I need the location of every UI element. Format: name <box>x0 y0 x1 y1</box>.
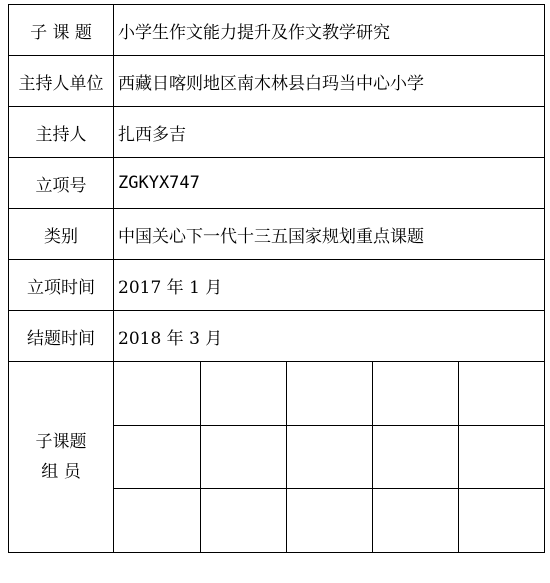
row-start-time <box>9 260 545 311</box>
member-cell[interactable] <box>200 425 286 489</box>
label-end-time: 结题时间 <box>9 311 114 362</box>
member-cell[interactable] <box>114 425 200 489</box>
member-cell[interactable] <box>200 489 286 552</box>
member-cell[interactable] <box>372 489 458 552</box>
value-host-unit: 西藏日喀则地区南木林县白玛当中心小学 <box>114 56 545 107</box>
member-cell[interactable] <box>458 425 544 489</box>
value-host: 扎西多吉 <box>114 107 545 158</box>
member-cell[interactable] <box>286 362 372 425</box>
row-host-unit <box>9 56 545 107</box>
member-cell[interactable] <box>286 425 372 489</box>
row-project-number <box>9 158 545 209</box>
member-cell[interactable] <box>458 489 544 552</box>
members-label-line1: 子课题 <box>35 432 87 452</box>
members-grid-row <box>114 489 544 552</box>
members-grid-row <box>114 425 544 489</box>
value-subtopic: 小学生作文能力提升及作文教学研究 <box>114 5 545 56</box>
member-cell[interactable] <box>372 362 458 425</box>
row-subtopic <box>9 5 545 56</box>
value-category: 中国关心下一代十三五国家规划重点课题 <box>114 209 545 260</box>
project-info-sheet <box>8 4 545 553</box>
members-grid-row <box>114 362 544 425</box>
label-host: 主持人 <box>9 107 114 158</box>
row-category <box>9 209 545 260</box>
label-host-unit: 主持人单位 <box>9 56 114 107</box>
label-members <box>9 362 114 553</box>
members-grid <box>114 362 544 552</box>
row-members <box>9 362 545 553</box>
label-start-time: 立项时间 <box>9 260 114 311</box>
label-project-number: 立项号 <box>9 158 114 209</box>
member-cell[interactable] <box>114 362 200 425</box>
member-cell[interactable] <box>286 489 372 552</box>
value-project-number: ZGKYX747 <box>114 158 545 209</box>
label-category: 类别 <box>9 209 114 260</box>
row-host <box>9 107 545 158</box>
label-subtopic: 子 课 题 <box>9 5 114 56</box>
member-cell[interactable] <box>114 489 200 552</box>
member-cell[interactable] <box>372 425 458 489</box>
value-start-time: 2017 年 1 月 <box>114 260 545 311</box>
row-end-time <box>9 311 545 362</box>
members-grid-cell <box>114 362 545 553</box>
member-cell[interactable] <box>458 362 544 425</box>
value-end-time: 2018 年 3 月 <box>114 311 545 362</box>
members-label-line2: 组 员 <box>41 462 81 482</box>
project-info-table <box>8 4 545 553</box>
member-cell[interactable] <box>200 362 286 425</box>
